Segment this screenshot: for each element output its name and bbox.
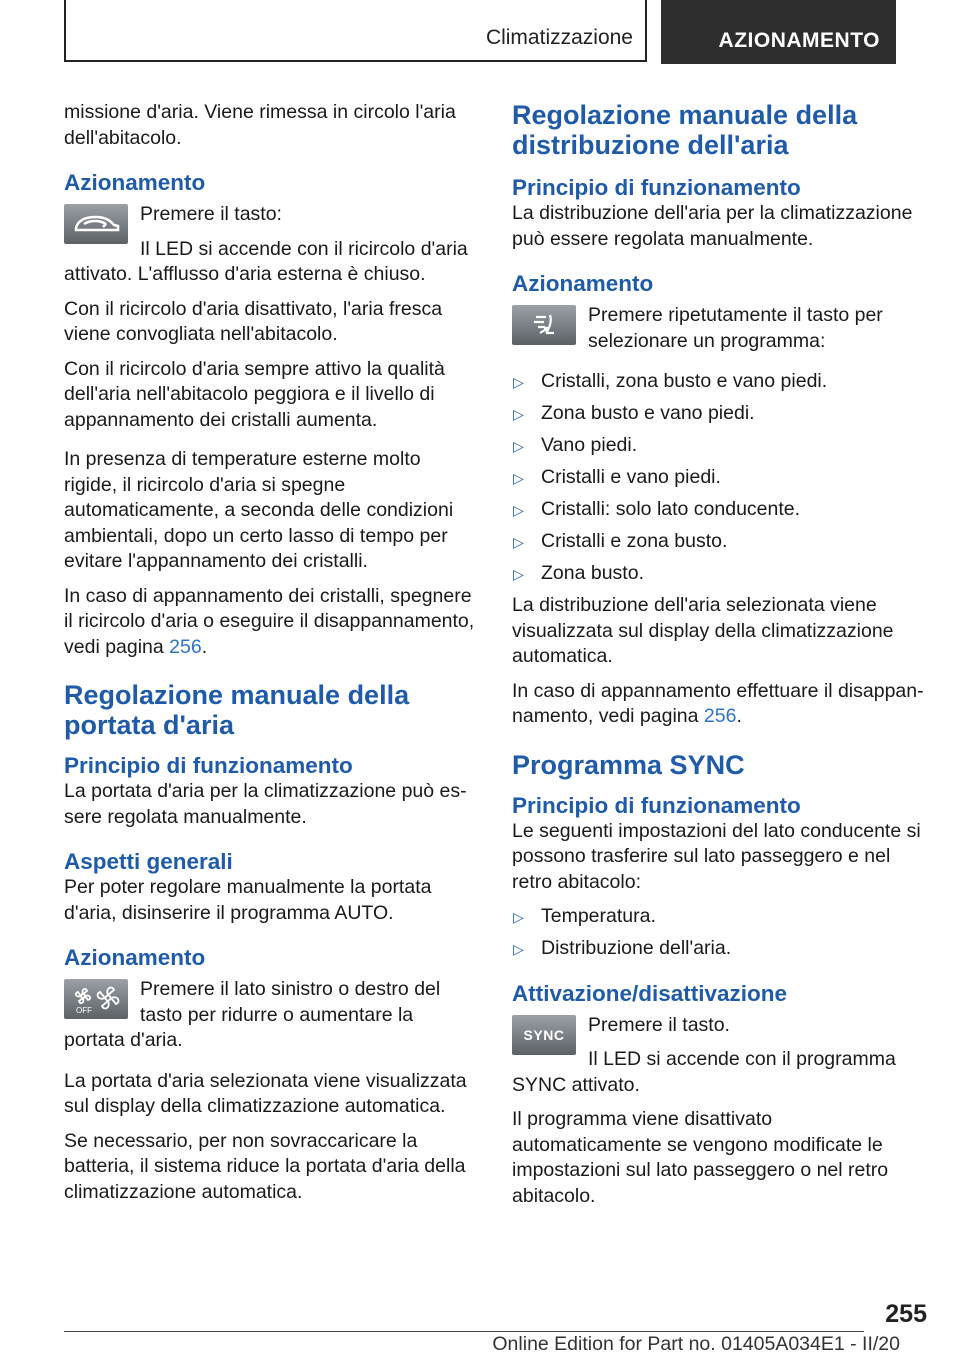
distribution-operation xyxy=(512,303,927,363)
fan-speed-icon xyxy=(64,979,128,1019)
heading-portata: Regolazione manuale della portata d'aria xyxy=(64,680,410,740)
page-link-256[interactable]: 256 xyxy=(169,635,202,658)
distribution-step: Premere ripetutamente il tasto per selezionare un programma: xyxy=(588,304,883,352)
fan-operation xyxy=(64,977,479,1063)
sync-operation xyxy=(512,1013,927,1108)
recirculation-led-text: Il LED si accende con il ricircolo d'aria attivato. L'afflusso d'aria esterna è chiuso. xyxy=(64,237,468,285)
chapter-title: AZIONAMENTO xyxy=(718,29,880,52)
recirculation-step: Premere il tasto: xyxy=(140,203,282,225)
fan-step: Premere il lato sinistro o destro del tasto per ridurre o aumentare la portata d'aria. xyxy=(64,978,441,1051)
list-item: ▷ Zona busto. xyxy=(512,561,927,587)
bullet-icon: ▷ xyxy=(513,941,524,957)
page-number: 255 xyxy=(885,1300,927,1328)
bullet-icon: ▷ xyxy=(513,534,524,550)
paragraph: Per poter regolare manualmente la portata d'aria, disinserire il programma AUTO. xyxy=(64,876,432,924)
list-item: ▷ Cristalli: solo lato conducente. xyxy=(512,497,927,523)
paragraph: In presenza di temperature esterne molto rigide, il ricircolo d'aria si spegne automaticamente, a seconda delle condizioni ambientali, dopo un certo lasso di tempo per evitare l'appannamento dei cristalli. xyxy=(64,448,454,572)
bullet-icon: ▷ xyxy=(513,438,524,454)
heading-distribuzione: Regolazione manuale della distribuzione dell'aria xyxy=(512,100,858,160)
paragraph: Con il ricircolo d'aria disattivato, l'aria fresca viene convogliata nell'abitacolo. xyxy=(64,297,443,345)
air-recirculation-icon xyxy=(64,204,128,244)
chapter-tab xyxy=(661,0,896,64)
intro-text: missione d'aria. Viene rimessa in circolo l'aria dell'abitacolo. xyxy=(64,101,456,149)
bullet-icon: ▷ xyxy=(513,470,524,486)
section-tab xyxy=(64,0,647,62)
paragraph-with-link: In caso di appannamento dei cristalli, spegnere il ricircolo d'aria o eseguire il disappannamento, vedi pagina 256. xyxy=(64,584,475,658)
bullet-icon: ▷ xyxy=(513,909,524,925)
heading-principio-sync: Principio di funzionamento xyxy=(512,792,801,818)
bullet-icon: ▷ xyxy=(513,566,524,582)
paragraph: La portata d'aria selezionata viene visualizzata sul display della climatizzazione automatica. xyxy=(64,1069,467,1117)
paragraph: Le seguenti impostazioni del lato conducente si possono trasferire sul lato passeggero e nel retro abitacolo: xyxy=(512,819,921,893)
heading-attivazione: Attivazione/disattivazione xyxy=(512,980,788,1006)
sync-button-icon: SYNC xyxy=(512,1015,576,1055)
heading-azionamento-distribution: Azionamento xyxy=(512,271,654,296)
sync-step: Premere il tasto. xyxy=(588,1013,730,1036)
footer-edition: Online Edition for Part no. 01405A034E1 - II/20 xyxy=(492,1333,900,1355)
right-column xyxy=(512,100,927,1218)
paragraph: La distribuzione dell'aria selezionata viene visualizzata sul display della climatizzazione automatica. xyxy=(512,594,894,667)
paragraph: Se necessario, per non sovraccaricare la batteria, il sistema riduce la portata d'aria della climatizzazione automatica. xyxy=(64,1129,466,1203)
list-item: ▷ Cristalli, zona busto e vano piedi. xyxy=(512,369,927,395)
paragraph: Il programma viene disattivato automaticamente se vengono modificate le impostazioni sul lato passeggero o nel retro abitacolo. xyxy=(512,1108,889,1207)
paragraph: La distribuzione dell'aria per la climatizzazione può essere regolata manualmente. xyxy=(512,202,913,250)
list-item: ▷ Temperatura. xyxy=(512,904,927,930)
paragraph-with-link: In caso di appannamento effettuare il disappannamento, vedi pagina 256. xyxy=(512,679,924,727)
heading-azionamento-fan: Azionamento xyxy=(64,945,206,970)
heading-aspetti: Aspetti generali xyxy=(64,849,233,874)
list-item: ▷ Zona busto e vano piedi. xyxy=(512,401,927,427)
section-title: Climatizzazione xyxy=(485,26,633,49)
list-item: ▷ Vano piedi. xyxy=(512,433,927,459)
bullet-icon: ▷ xyxy=(513,374,524,390)
heading-principio-distribuzione: Principio di funzionamento xyxy=(512,175,801,200)
list-item: ▷ Cristalli e zona busto. xyxy=(512,529,927,555)
sync-led-text: Il LED si accende con il programma SYNC attivato. xyxy=(512,1048,896,1096)
page-link-256[interactable]: 256 xyxy=(703,705,737,727)
heading-azionamento-recirculation: Azionamento xyxy=(64,170,206,195)
list-item: ▷ Cristalli e vano piedi. xyxy=(512,465,927,491)
heading-principio-portata: Principio di funzionamento xyxy=(64,753,353,778)
list-item: ▷ Distribuzione dell'aria. xyxy=(512,936,927,962)
page-header xyxy=(64,0,896,64)
air-distribution-icon xyxy=(512,305,576,345)
bullet-icon: ▷ xyxy=(513,406,524,422)
fan-off-label: OFF xyxy=(76,1006,92,1015)
sync-list xyxy=(512,904,927,962)
program-list xyxy=(512,369,927,587)
paragraph: La portata d'aria per la climatizzazione può essere regolata manualmente. xyxy=(64,780,467,828)
recirculation-operation xyxy=(64,202,479,297)
paragraph: Con il ricircolo d'aria sempre attivo la qualità dell'aria nell'abitacolo peggiora e il livello di appannamento dei cristalli aumenta. xyxy=(64,357,445,431)
heading-sync: Programma SYNC xyxy=(512,749,745,780)
left-column xyxy=(64,100,479,1214)
bullet-icon: ▷ xyxy=(513,502,524,518)
footer-divider xyxy=(64,1331,864,1332)
